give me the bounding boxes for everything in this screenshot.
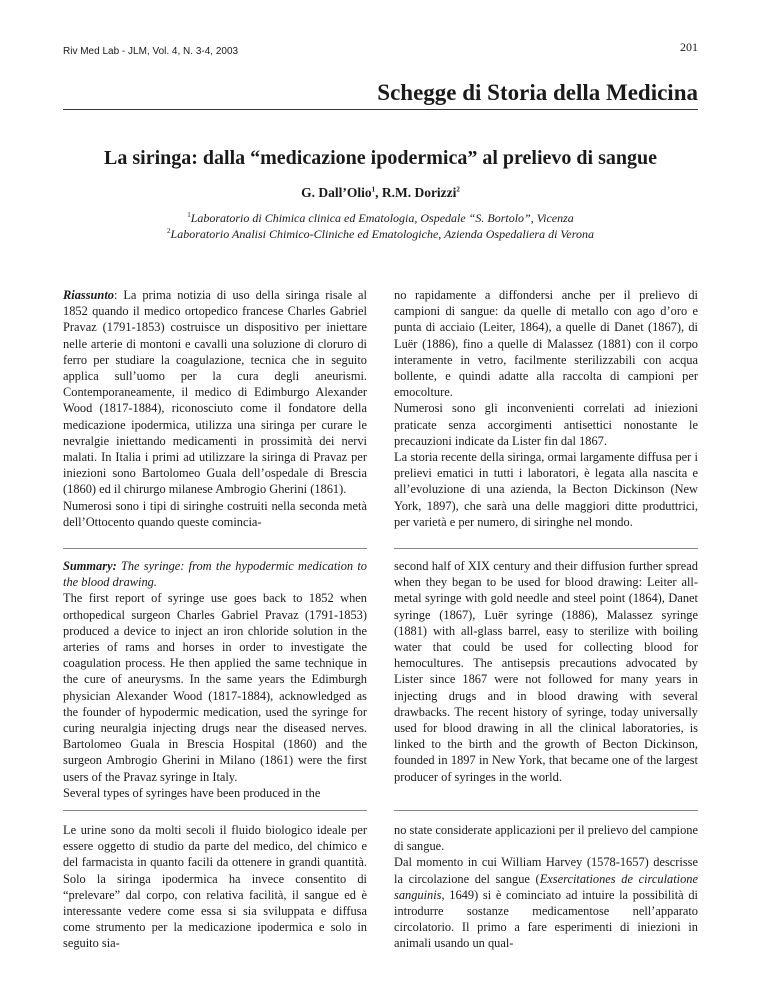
running-header — [63, 40, 698, 58]
summary-text: Several types of syringes have been produced in the — [63, 785, 321, 800]
abstract-divider — [63, 548, 367, 549]
body-paragraph: no state considerate applicazioni per il prelievo del campione di sangue. — [394, 823, 698, 854]
summary-label: Summary: — [63, 559, 117, 573]
author-affil-marker: 1 — [371, 185, 376, 194]
riassunto-text: no rapidamente a diffondersi anche per il prelievo di campioni di sangue: da quelle di metallo con ago d’oro e punta di acciaio (Leiter, 1864), a quelle di Danet (1867), di Luër (1886), fino a quelle di Malassez (1881) con il corpo interamente in vetro, facilmente sterilizzabili con acqua bollente, e quindi adatte alla raccolta di campioni per emocolture. — [394, 288, 698, 400]
author-name: R.M. Dorizzi — [381, 185, 457, 200]
author-affil-marker: 2 — [456, 185, 460, 194]
authors — [63, 185, 698, 201]
body-citation-title: Exsercitationes de circulatione sanguinis — [394, 871, 698, 902]
section-title: Schegge di Storia della Medicina — [377, 80, 698, 105]
riassunto-left-column — [63, 287, 367, 530]
riassunto-right-column — [394, 287, 698, 530]
summary-text: second half of XIX century and their diffusion further spread when they began to be used for blood drawing: Leiter all-metal syringe with gold needle and steel point (1864), Danet syringe (1867), Luër syringe (1886), Malassez syringe (1881) with all-glass barrel, easy to sterilize with boiling water that could be used for collecting blood for hemocultures. The antisepsis precautions advocated by Lister since 1867 were not followed for many years in injecting drugs and in blood drawing with several drawbacks. The recent history of syringe, today universally used for blood drawing in all the clinical laboratories, is linked to the birth and the growth of Becton Dickinson, founded in 1897 in New York, that became one of the largest producer of syringes in the world. — [394, 559, 698, 784]
riassunto-text: Numerosi sono gli inconvenienti correlati ad iniezioni praticate senza accorgimenti antisettici nonostante le precauzioni indicate da Lister fin dal 1867. — [394, 401, 698, 448]
header-rule — [63, 109, 698, 110]
body-left-column — [63, 822, 367, 952]
body-text: Dal momento in cui William Harvey (1578-1657) descrisse la circolazione del sangue ( — [394, 855, 698, 886]
summary-right-column — [394, 558, 698, 785]
journal-citation: Riv Med Lab - JLM, Vol. 4, N. 3-4, 2003 — [63, 46, 239, 57]
summary-left-column — [63, 558, 367, 801]
affil-text: Laboratorio Analisi Chimico-Cliniche ed Ematologiche, Azienda Ospedaliera di Verona — [170, 227, 594, 241]
riassunto-label: Riassunto — [63, 288, 114, 302]
affil-text: Laboratorio di Chimica clinica ed Ematologia, Ospedale “S. Bortolo”, Vicenza — [190, 211, 574, 225]
abstract-divider — [394, 548, 698, 549]
summary-subtitle: The syringe: from the hypodermic medication to the blood drawing. — [63, 559, 367, 590]
affil-marker: 2 — [167, 227, 171, 235]
affiliation-1 — [63, 211, 698, 226]
body-paragraph: Le urine sono da molti secoli il fluido biologico ideale per essere oggetto di studio da parte del medico, del chimico e del farmacista in quanto facili da ottenere in grandi quantità. Solo la siringa ipodermica ha invece consentito di “prelevare” dal corpo, con relativa facilità, il sangue ed è interessante vedere come essa si sia sviluppata e diffusa come strumento per la medicazione ipodermica e solo in seguito sia- — [63, 823, 367, 951]
affil-marker: 1 — [187, 211, 191, 219]
body-right-column — [394, 822, 698, 952]
author-separator: , — [375, 185, 382, 200]
article-title: La siringa: dalla “medicazione ipodermica” al prelievo di sangue — [104, 147, 657, 169]
summary-text: The first report of syringe use goes back to 1852 when orthopedical surgeon Charles Gabriel Pravaz (1791-1853) produced a device to inject an iron chloride solution in the arteries of rams and horses in order to investigate the coagulation process. He then applied the same technique in the cure of aneurysms. In the same years the Edimburgh physician Alexander Wood (1817-1884), acknowledged as the founder of hypodermic medication, used the syringe for curing neuralgia injecting drugs near the diseased nerves. Bartolomeo Guala in Brescia Hospital (1860) and the surgeon Ambrogio Gherini in Milano (1861) were the first users of the Pravaz syringe in Italy. — [63, 591, 367, 784]
page-number: 201 — [680, 40, 698, 54]
affiliation-2 — [63, 227, 698, 242]
riassunto-text: La storia recente della siringa, ormai largamente diffusa per i prelievi ematici in tutti i laboratori, è legata alla nascita e all’evoluzione di una azienda, la Becton Dickinson (New York, 1897), che sarà una delle maggiori ditte produttrici, per varietà e per numero, di siringhe nel mondo. — [394, 450, 698, 529]
riassunto-text: : La prima notizia di uso della siringa risale al 1852 quando il medico ortopedico francese Charles Gabriel Pravaz (1791-1853) costruisce un dispositivo per iniettare nelle arterie di montoni e cavalli una soluzione di cloruro di ferro per studiare la coagulazione, tecnica che in seguito applica sull’uomo per la cura degli aneurismi. Contemporaneamente, il medico di Edimburgo Alexander Wood (1817-1884), riconosciuto come il fondatore della medicazione ipodermica, utilizza una siringa per curare le nevralgie iniettando medicamenti in prossimità dei nervi malati. In Italia i primi ad utilizzare la siringa di Pravaz per iniezioni sono Bartolomeo Guala dell’ospedale di Brescia (1860) ed il chirurgo milanese Ambrogio Gherini (1861). — [63, 288, 367, 497]
body-text: , 1649) si è cominciato ad intuire la possibilità di introdurre sostanze medicamentose nell’apparato circolatorio. Il primo a fare esperimenti di iniezioni in animali usando un qual- — [394, 887, 698, 951]
riassunto-text: Numerosi sono i tipi di siringhe costruiti nella seconda metà dell’Ottocento quando queste comincia- — [63, 498, 367, 529]
body-divider — [394, 810, 698, 811]
author-name: G. Dall’Olio — [301, 185, 372, 200]
body-divider — [63, 810, 367, 811]
